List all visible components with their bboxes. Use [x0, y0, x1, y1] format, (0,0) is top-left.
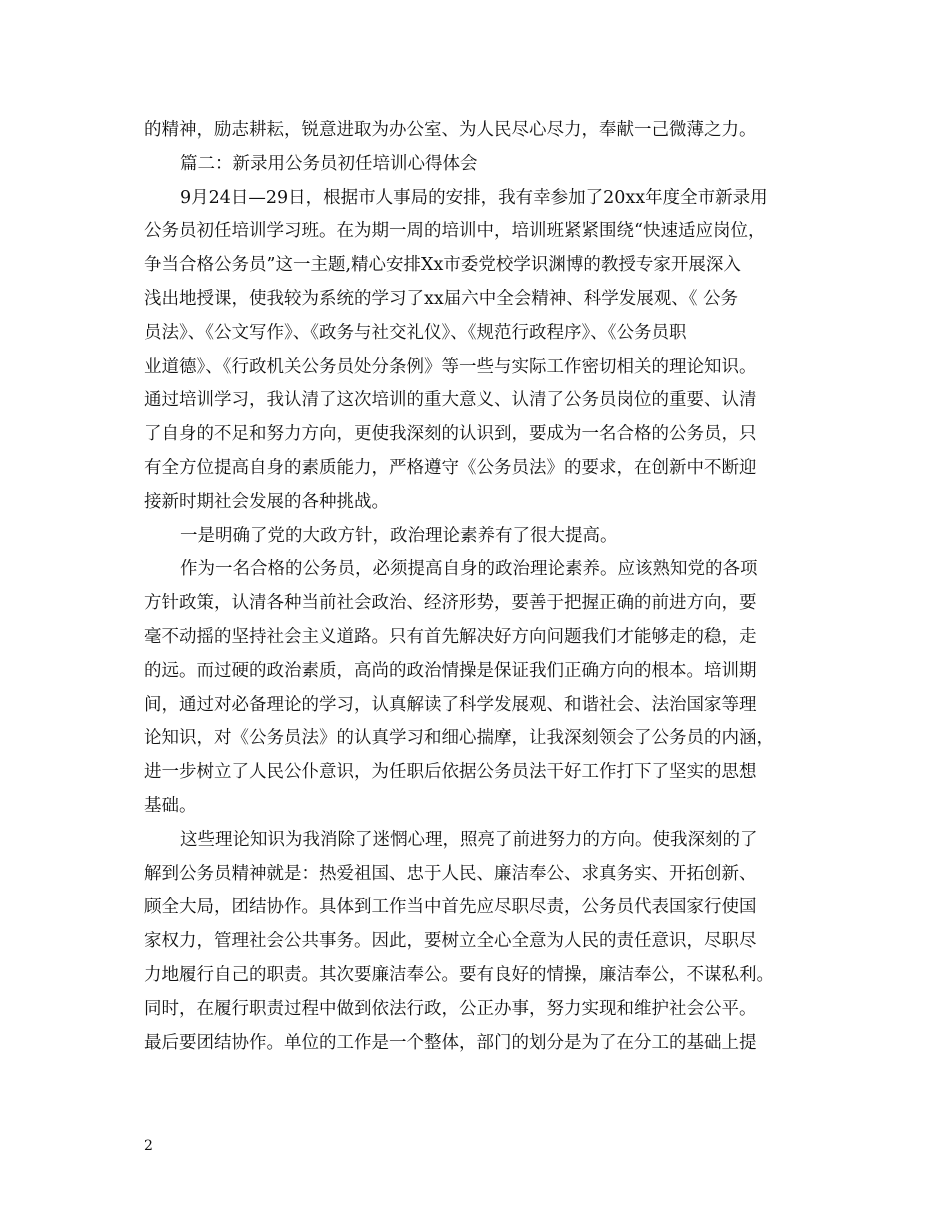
text-line: 员法》、《公文写作》、《政务与社交礼仪》、《规范行政程序》、《公务员职	[144, 322, 687, 343]
text-line: 的远。而过硬的政治素质，高尚的政治情操是保证我们正确方向的根本。培训期	[144, 660, 757, 681]
text-line: 论知识，对《公务员法》的认真学习和细心揣摩，让我深刻领会了公务员的内涵，	[144, 728, 774, 749]
text-line: 方针政策，认清各种当前社会政治、经济形势，要善于把握正确的前进方向，要	[144, 593, 757, 614]
text-line: 通过培训学习，我认清了这次培训的重大意义、认清了公务员岗位的重要、认清	[144, 390, 757, 411]
text-line: 的精神，励志耕耘，锐意进取为办公室、为人民尽心尽力，奉献一己微薄之力。	[144, 120, 757, 140]
section-heading: 篇二：新录用公务员初任培训心得体会	[180, 153, 478, 174]
text-line: 作为一名合格的公务员，必须提高自身的政治理论素养。应该熟知党的各项	[180, 559, 758, 580]
text-line: 顾全大局，团结协作。具体到工作当中首先应尽职尽责，公务员代表国家行使国	[144, 897, 757, 918]
text-line: 一是明确了党的大政方针，政治理论素养有了很大提高。	[180, 525, 618, 546]
text-line: 同时，在履行职责过程中做到依法行政，公正办事，努力实现和维护社会公平。	[144, 998, 757, 1019]
text-line: 最后要团结协作。单位的工作是一个整体，部门的划分是为了在分工的基础上提	[144, 1032, 757, 1053]
text-line: 这些理论知识为我消除了迷惘心理，照亮了前进努力的方向。使我深刻的了	[180, 829, 758, 850]
text-line: 家权力，管理社会公共事务。因此，要树立全心全意为人民的责任意识，尽职尽	[144, 931, 757, 952]
text-line: 有全方位提高自身的素质能力，严格遵守《公务员法》的要求，在创新中不断迎	[144, 457, 757, 478]
text-line: 基础。	[144, 795, 197, 816]
text-line: 9月24日—29日，根据市人事局的安排，我有幸参加了20xx年度全市新录用	[180, 187, 768, 208]
text-line: 进一步树立了人民公仆意识，为任职后依据公务员法干好工作打下了坚实的思想	[144, 762, 757, 783]
text-line: 毫不动摇的坚持社会主义道路。只有首先解决好方向问题我们才能够走的稳，走	[144, 626, 757, 647]
text-line: 争当合格公务员”这一主题,精心安排Xx市委党校学识渊博的教授专家开展深入	[144, 255, 741, 276]
page-number: 2	[144, 1138, 153, 1154]
text-line: 解到公务员精神就是：热爱祖国、忠于人民、廉洁奉公、求真务实、开拓创新、	[144, 863, 757, 884]
text-line: 了自身的不足和努力方向，更使我深刻的认识到，要成为一名合格的公务员，只	[144, 424, 757, 445]
text-line: 接新时期社会发展的各种挑战。	[144, 491, 389, 512]
text-line: 浅出地授课，使我较为系统的学习了xx届六中全会精神、科学发展观、《 公务	[144, 288, 739, 309]
body-text	[144, 114, 844, 1060]
text-line: 公务员初任培训学习班。在为期一周的培训中，培训班紧紧围绕“快速适应岗位，	[144, 221, 766, 242]
text-line: 业道德》、《行政机关公务员处分条例》等一些与实际工作密切相关的理论知识。	[144, 356, 757, 377]
text-line: 力地履行自己的职责。其次要廉洁奉公。要有良好的情操，廉洁奉公，不谋私利。	[144, 964, 774, 985]
text-line: 间，通过对必备理论的学习，认真解读了科学发展观、和谐社会、法治国家等理	[144, 694, 757, 715]
